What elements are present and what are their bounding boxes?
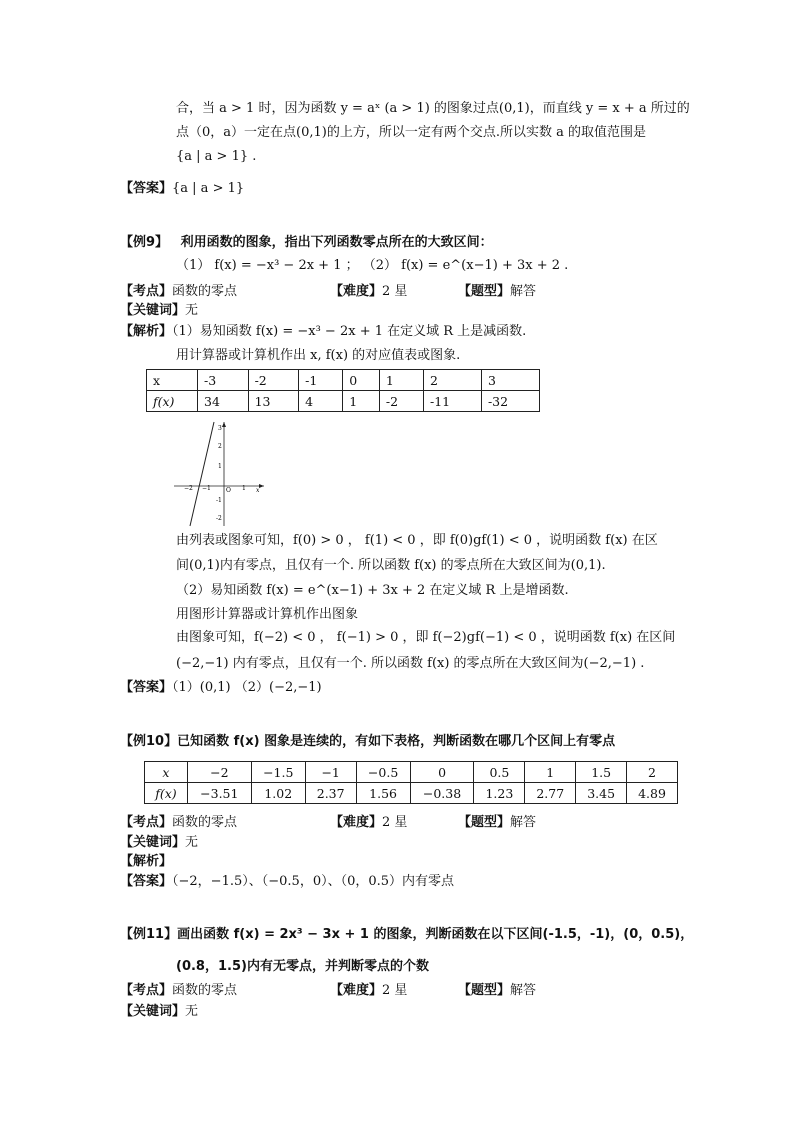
kw-tag: 【关键词】	[120, 303, 186, 318]
ex11-heading	[120, 926, 693, 944]
ex9-solution-6: 用图形计算器或计算机作出图象	[176, 607, 359, 622]
ex9-solution-3: 由列表或图象可知，f(0) > 0 ， f(1) < 0 ，即 f(0)gf(1) < 0 ，说明函数 f(x) 在区	[176, 533, 658, 548]
table-cell: 34	[198, 391, 249, 412]
ex9-keyword	[120, 302, 198, 320]
table-cell: −1	[305, 762, 356, 783]
table-cell: 0	[410, 762, 474, 783]
ex9-items: （1） f(x) = −x³ − 2x + 1 ； （2） f(x) = e^(x−1) + 3x + 2 .	[176, 258, 569, 273]
table-cell: -32	[481, 391, 539, 412]
ex10-heading	[120, 733, 615, 751]
table-cell: 4	[299, 391, 343, 412]
table-cell: 2.37	[305, 783, 356, 804]
ex11-title: 画出函数 f(x) = 2x³ − 3x + 1 的图象，判断函数在以下区间(-1.5，-1)，(0，0.5)，	[177, 927, 694, 942]
ex9-solution-4: 间(0,1)内有零点，且仅有一个. 所以函数 f(x) 的零点所在大致区间为(0,1).	[176, 558, 606, 573]
ex11-meta-type	[458, 982, 536, 1000]
table-cell: 1.56	[356, 783, 410, 804]
table-cell: f(x)	[145, 783, 188, 804]
table-cell: 3	[481, 370, 539, 391]
table-cell: f(x)	[147, 391, 198, 412]
ex10-answer	[120, 873, 454, 891]
kw-value: 无	[185, 835, 199, 850]
ex11-meta-diff	[330, 982, 407, 1000]
ex9-title: 利用函数的图象，指出下列函数零点所在的大致区间：	[180, 235, 493, 250]
kd-tag: 【考点】	[120, 284, 173, 299]
kd-value: 函数的零点	[172, 983, 238, 998]
table-cell: 1.02	[251, 783, 305, 804]
table-cell: 2.77	[525, 783, 576, 804]
table-cell: −0.38	[410, 783, 474, 804]
table-cell: -11	[423, 391, 481, 412]
ex10-meta-diff	[330, 814, 407, 832]
ex9-tag: 【例9】	[120, 235, 169, 250]
ex9-function-graph	[170, 418, 270, 530]
y-tick-label: 3	[218, 425, 222, 432]
sol-text: （1）易知函数 f(x) = −x³ − 2x + 1 在定义域 R 上是减函数.	[172, 324, 527, 339]
ex10-value-table	[144, 761, 678, 804]
ex11-title-2: (0.8，1.5)内有无零点，并判断零点的个数	[176, 959, 429, 974]
table-cell: 1	[525, 762, 576, 783]
ex9-solution-7: 由图象可知，f(−2) < 0 ， f(−1) > 0 ，即 f(−2)gf(−1) < 0 ，说明函数 f(x) 在区间	[176, 630, 676, 645]
ex9-heading	[120, 234, 493, 252]
diff-value: 2 星	[382, 815, 408, 830]
table-cell: −1.5	[251, 762, 305, 783]
ex9-type	[458, 283, 536, 301]
ex9-answer	[120, 679, 322, 697]
ex10-keyword	[120, 834, 198, 852]
diff-value: 2 星	[382, 983, 408, 998]
answer-value: {a | a > 1}	[172, 181, 245, 196]
table-cell: -3	[198, 370, 249, 391]
cont-line-3: {a | a > 1} .	[176, 149, 257, 164]
y-tick-label: -1	[216, 497, 222, 504]
answer-tag: 【答案】	[120, 181, 173, 196]
diff-value: 2 星	[382, 284, 408, 299]
table-cell: 2	[423, 370, 481, 391]
x-axis-label: x	[256, 487, 260, 494]
table-cell: 1	[379, 370, 423, 391]
type-value: 解答	[510, 284, 537, 299]
table-row	[147, 370, 540, 391]
table-cell: −3.51	[187, 783, 251, 804]
answer-value: （−2，−1.5）、（−0.5，0）、（0，0.5）内有零点	[172, 874, 455, 889]
ex9-meta	[120, 283, 237, 301]
kw-value: 无	[185, 303, 199, 318]
table-cell: 0	[343, 370, 380, 391]
type-tag: 【题型】	[458, 815, 511, 830]
ex10-meta-type	[458, 814, 536, 832]
ex9-solution-5: （2）易知函数 f(x) = e^(x−1) + 3x + 2 在定义域 R 上是增函数.	[176, 583, 569, 598]
kw-tag: 【关键词】	[120, 835, 186, 850]
table-cell: 4.89	[627, 783, 678, 804]
ex9-solution-1	[120, 323, 526, 341]
table-cell: 3.45	[576, 783, 627, 804]
ex10-meta-kd	[120, 814, 237, 832]
table-cell: -2	[379, 391, 423, 412]
table-cell: -2	[248, 370, 299, 391]
cont-answer	[120, 180, 244, 198]
ex11-meta-kd	[120, 982, 237, 1000]
x-tick-label: 1	[242, 485, 246, 492]
cont-line-2: 点（0，a）一定在点(0,1)的上方，所以一定有两个交点.所以实数 a 的取值范围是	[176, 125, 646, 140]
sol-tag: 【解析】	[120, 324, 173, 339]
ex9-diff	[330, 283, 407, 301]
x-tick-label: −2	[184, 485, 193, 492]
x-tick-label: O	[226, 487, 231, 494]
function-curve	[190, 422, 214, 526]
type-tag: 【题型】	[458, 284, 511, 299]
ex11-tag: 【例11】	[120, 927, 178, 942]
answer-tag: 【答案】	[120, 680, 173, 695]
type-value: 解答	[510, 983, 537, 998]
sol-tag: 【解析】	[120, 854, 173, 869]
table-cell: 2	[627, 762, 678, 783]
diff-tag: 【难度】	[330, 815, 383, 830]
cont-line-1: 合，当 a > 1 时，因为函数 y = aˣ (a > 1) 的图象过点(0,1)，而直线 y = x + a 所过的	[176, 101, 690, 116]
ex11-keyword	[120, 1003, 198, 1021]
ex10-tag: 【例10】	[120, 734, 178, 749]
kd-value: 函数的零点	[172, 815, 238, 830]
table-cell: 1	[343, 391, 380, 412]
table-cell: 1.5	[576, 762, 627, 783]
table-cell: -1	[299, 370, 343, 391]
diff-tag: 【难度】	[330, 983, 383, 998]
table-row	[145, 783, 678, 804]
diff-tag: 【难度】	[330, 284, 383, 299]
ex10-solution	[120, 853, 172, 871]
x-tick-label: −1	[202, 485, 211, 492]
y-tick-label: 1	[218, 463, 222, 470]
table-cell: 13	[248, 391, 299, 412]
type-value: 解答	[510, 815, 537, 830]
type-tag: 【题型】	[458, 983, 511, 998]
x-axis-arrow	[259, 484, 264, 488]
answer-tag: 【答案】	[120, 874, 173, 889]
y-tick-label: 2	[218, 443, 222, 450]
kd-value: 函数的零点	[172, 284, 238, 299]
kw-value: 无	[185, 1004, 199, 1019]
ex10-title: 已知函数 f(x) 图象是连续的，有如下表格，判断函数在哪几个区间上有零点	[177, 734, 616, 749]
table-cell: x	[145, 762, 188, 783]
table-cell: x	[147, 370, 198, 391]
y-tick-label: -2	[216, 515, 222, 522]
kw-tag: 【关键词】	[120, 1004, 186, 1019]
y-axis-arrow	[222, 422, 226, 427]
kd-tag: 【考点】	[120, 815, 173, 830]
answer-value: （1）(0,1) （2）(−2,−1)	[172, 680, 322, 695]
ex9-value-table	[146, 369, 540, 412]
table-row	[147, 391, 540, 412]
table-cell: 1.23	[474, 783, 525, 804]
table-cell: −2	[187, 762, 251, 783]
ex9-solution-2: 用计算器或计算机作出 x, f(x) 的对应值表或图象.	[176, 348, 461, 363]
table-cell: 0.5	[474, 762, 525, 783]
ex9-solution-8: (−2,−1) 内有零点，且仅有一个. 所以函数 f(x) 的零点所在大致区间为(−2,−1) .	[176, 656, 645, 671]
table-cell: −0.5	[356, 762, 410, 783]
table-row	[145, 762, 678, 783]
kd-tag: 【考点】	[120, 983, 173, 998]
